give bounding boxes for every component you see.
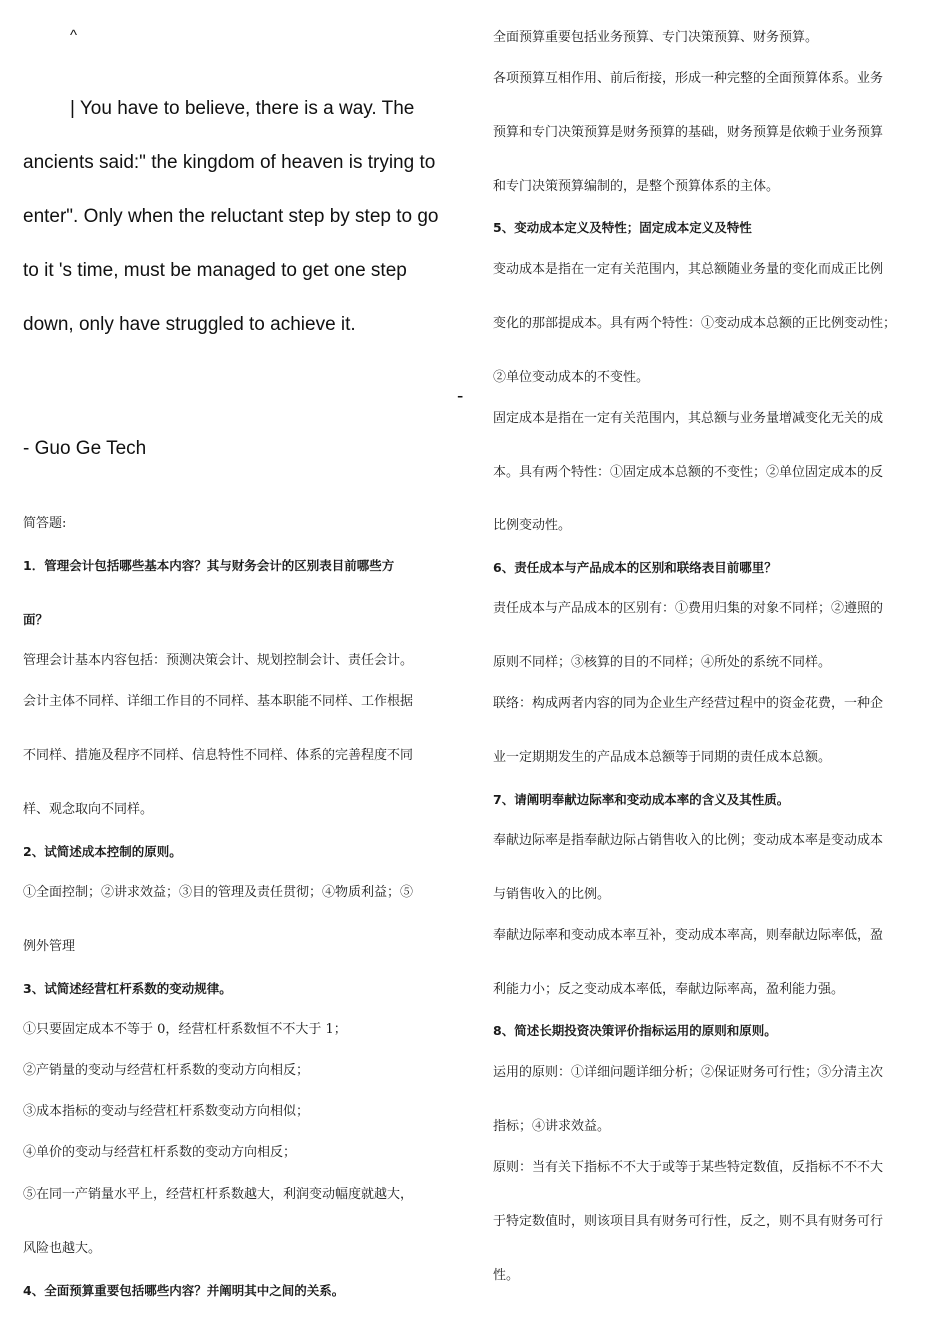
caret-mark: ^ [70,27,78,44]
q1-title-line-2: 面？ [23,612,49,627]
quote-line-5: down, only have struggled to achieve it. [23,314,356,335]
q6-body-line-3: 联络：构成两者内容的同为企业生产经营过程中的资金花费，一种企 [493,696,884,711]
q1-body-line-2: 会计主体不同样、详细工作目的不同样、基本职能不同样、工作根据 [23,694,414,709]
q1-body-line-3: 不同样、措施及程序不同样、信息特性不同样、体系的完善程度不同 [23,748,414,763]
q3-body-line-2: ②产销量的变动与经营杠杆系数的变动方向相反； [23,1063,310,1078]
q2-body-line-2: 例外管理 [23,939,76,954]
q4-title: 4、全面预算重要包括哪些内容？并阐明其中之间的关系。 [23,1283,345,1298]
q2-body-line-1: ①全面控制；②讲求效益；③目的管理及责任贯彻；④物质利益；⑤ [23,885,414,900]
q5-body-line-2: 变化的那部提成本。具有两个特性：①变动成本总额的正比例变动性； [493,316,897,331]
q4-body-line-3: 预算和专门决策预算是财务预算的基础，财务预算是依赖于业务预算 [493,125,884,140]
signature: - Guo Ge Tech [23,438,147,459]
q7-body-line-4: 利能力小；反之变动成本率低，奉献边际率高，盈利能力强。 [493,982,845,997]
q3-body-line-5: ⑤在同一产销量水平上，经营杠杆系数越大，利润变动幅度就越大， [23,1187,414,1202]
q6-body-line-2: 原则不同样；③核算的目的不同样；④所处的系统不同样。 [493,655,832,670]
q1-title-line-1: 1．管理会计包括哪些基本内容？其与财务会计的区别表目前哪些方 [23,558,395,573]
q3-body-line-3: ③成本指标的变动与经营杠杆系数变动方向相似； [23,1104,310,1119]
q8-body-line-4: 于特定数值时，则该项目具有财务可行性，反之，则不具有财务可行 [493,1214,884,1229]
q5-title: 5、变动成本定义及特性；固定成本定义及特性 [493,220,752,235]
q4-body-line-1: 全面预算重要包括业务预算、专门决策预算、财务预算。 [493,30,819,45]
quote-line-3: enter". Only when the reluctant step by step to go [23,206,439,227]
quote-line-2: ancients said:" the kingdom of heaven is trying to [23,152,436,173]
q5-body-line-1: 变动成本是指在一定有关范围内，其总额随业务量的变化而成正比例 [493,262,884,277]
q3-body-line-6: 风险也越大。 [23,1241,102,1256]
q4-body-line-2: 各项预算互相作用、前后衔接，形成一种完整的全面预算体系。业务 [493,71,884,86]
quote-line-1: | You have to believe, there is a way. The [70,98,415,119]
q1-body-line-4: 样、观念取向不同样。 [23,802,154,817]
q5-body-line-4: 固定成本是指在一定有关范围内，其总额与业务量增减变化无关的成 [493,411,884,426]
q6-body-line-1: 责任成本与产品成本的区别有：①费用归集的对象不同样；②遵照的 [493,601,884,616]
section-label: 简答题: [23,516,67,531]
q7-body-line-2: 与销售收入的比例。 [493,887,611,902]
q8-body-line-2: 指标；④讲求效益。 [493,1119,611,1134]
q3-body-line-4: ④单价的变动与经营杠杆系数的变动方向相反； [23,1145,297,1160]
q7-title: 7、请阐明奉献边际率和变动成本率的含义及其性质。 [493,792,790,807]
q8-body-line-5: 性。 [493,1268,520,1283]
q4-body-line-4: 和专门决策预算编制的，是整个预算体系的主体。 [493,179,780,194]
q5-body-line-3: ②单位变动成本的不变性。 [493,370,650,385]
q7-body-line-3: 奉献边际率和变动成本率互补，变动成本率高，则奉献边际率低，盈 [493,928,884,943]
dash-mark: - [457,386,464,407]
quote-line-4: to it 's time, must be managed to get one step [23,260,407,281]
q8-title: 8、简述长期投资决策评价指标运用的原则和原则。 [493,1023,777,1038]
q2-title: 2、试简述成本控制的原则。 [23,844,182,859]
q3-title: 3、试简述经营杠杆系数的变动规律。 [23,981,232,996]
q5-body-line-5: 本。具有两个特性：①固定成本总额的不变性；②单位固定成本的反 [493,465,884,480]
q6-title: 6、责任成本与产品成本的区别和联络表目前哪里？ [493,560,777,575]
q7-body-line-1: 奉献边际率是指奉献边际占销售收入的比例；变动成本率是变动成本 [493,833,884,848]
q3-body-line-1: ①只要固定成本不等于 0，经营杠杆系数恒不不大于 1； [23,1022,347,1037]
q1-body-line-1: 管理会计基本内容包括：预测决策会计、规划控制会计、责任会计。 [23,653,414,668]
q5-body-line-6: 比例变动性。 [493,518,572,533]
q6-body-line-4: 业一定期期发生的产品成本总额等于同期的责任成本总额。 [493,750,832,765]
q8-body-line-3: 原则：当有关下指标不不大于或等于某些特定数值，反指标不不不大 [493,1160,884,1175]
q8-body-line-1: 运用的原则：①详细问题详细分析；②保证财务可行性；③分清主次 [493,1065,884,1080]
